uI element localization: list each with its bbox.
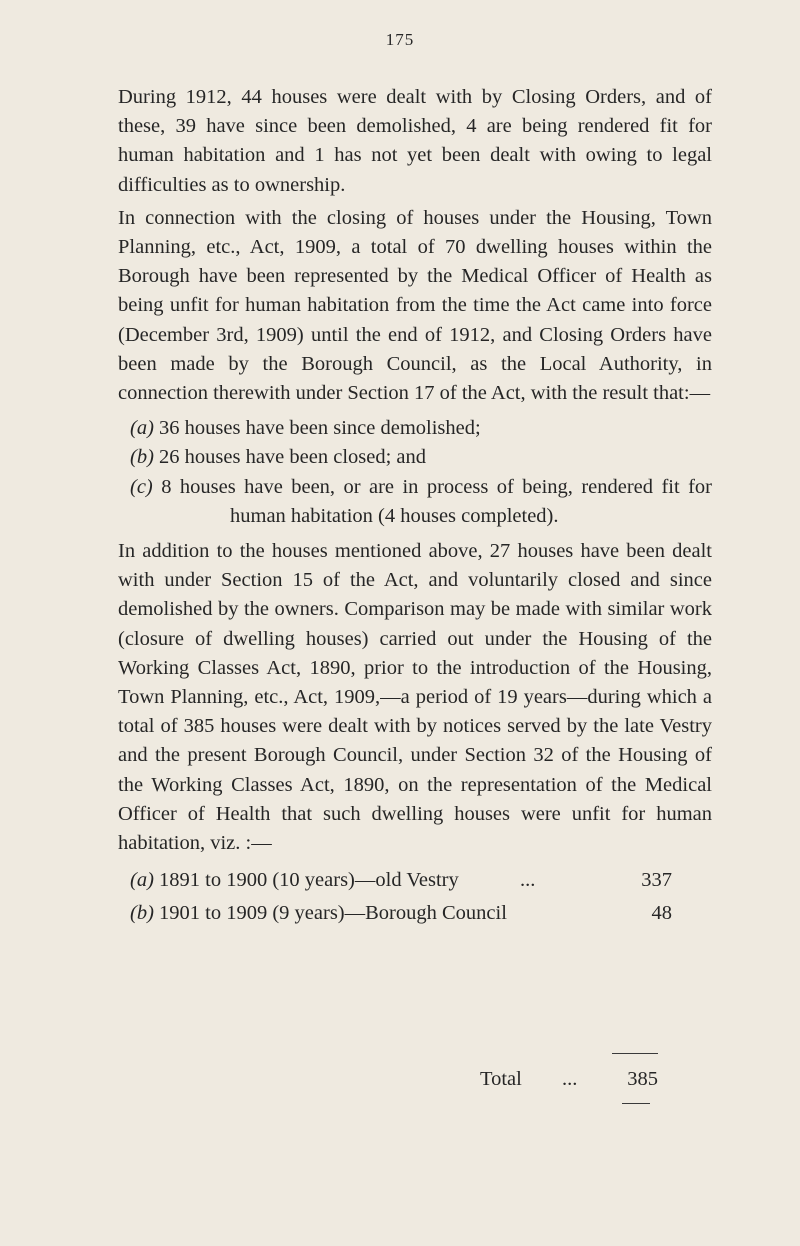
paragraph-closing-orders-1912: During 1912, 44 houses were dealt with by Closing Orders, and of these, 39 have since been demolished, 4 are being rendered fit for human habitation and 1 has not yet been dealt with owing to legal difficulties as to ownership. [118,86,712,196]
paragraph-comparison: In addition to the houses mentioned above, 27 houses have been dealt with under Section 15 of the Act, and voluntarily closed and since demolished by the owners. Comparison may be made with similar work (closure of dwelling houses) carried out under the Housing of the Working Classes Act, 1890, prior to the introduction of the Housing, Town Planning, etc., Act, 1909,—a period of 19 years—during which a total of 385 houses were dealt with by notices served by the late Vestry and the present Borough Council, under Section 32 of the Housing of the Working Classes Act, 1890, on the representation of the Medical Officer of Health that such dwelling houses were unfit for human habitation, viz. :— [118,540,712,855]
list-item-marker: (b) [130,446,154,469]
period-row [118,899,712,928]
list-item [118,473,712,531]
total-label: Total [480,1068,522,1090]
page-number: 175 [385,30,415,49]
list-item-marker: (a) [130,417,154,440]
total-dots: ... [562,1068,578,1090]
total-rule-top [612,1053,658,1054]
period-value: 337 [641,869,672,892]
period-row [118,866,712,895]
body-text [118,83,712,929]
list-item-text: 36 houses have been since demolished; [159,417,481,440]
list-item [118,414,712,443]
list-item-text: 8 houses have been, or are in process of being, rendered fit for human habitation (4 houses completed). [161,475,713,527]
list-item-marker: (c) [130,475,153,498]
period-label: (a) 1891 to 1900 (10 years)—old Vestry [130,869,459,892]
period-value: 48 [651,902,672,925]
total-value: 385 [627,1068,658,1090]
period-label: (b) 1901 to 1909 (9 years)—Borough Council [130,902,507,925]
list-item [118,443,712,472]
total-rule-bottom [622,1103,650,1104]
periods-table [118,866,712,928]
paragraph-housing-act-1909: In connection with the closing of houses under the Housing, Town Planning, etc., Act, 1909, a total of 70 dwelling houses within the Borough have been represented by the Medical Officer of Health as being unfit for human habitation from the time the Act came into force (December 3rd, 1909) until the end of 1912, and Closing Orders have been made by the Borough Council, as the Local Authority, in connection therewith under Section 17 of the Act, with the result that:— [118,206,712,405]
list-item-text: 26 houses have been closed; and [159,446,427,469]
period-dots: ... [520,869,536,892]
results-list [118,414,712,531]
